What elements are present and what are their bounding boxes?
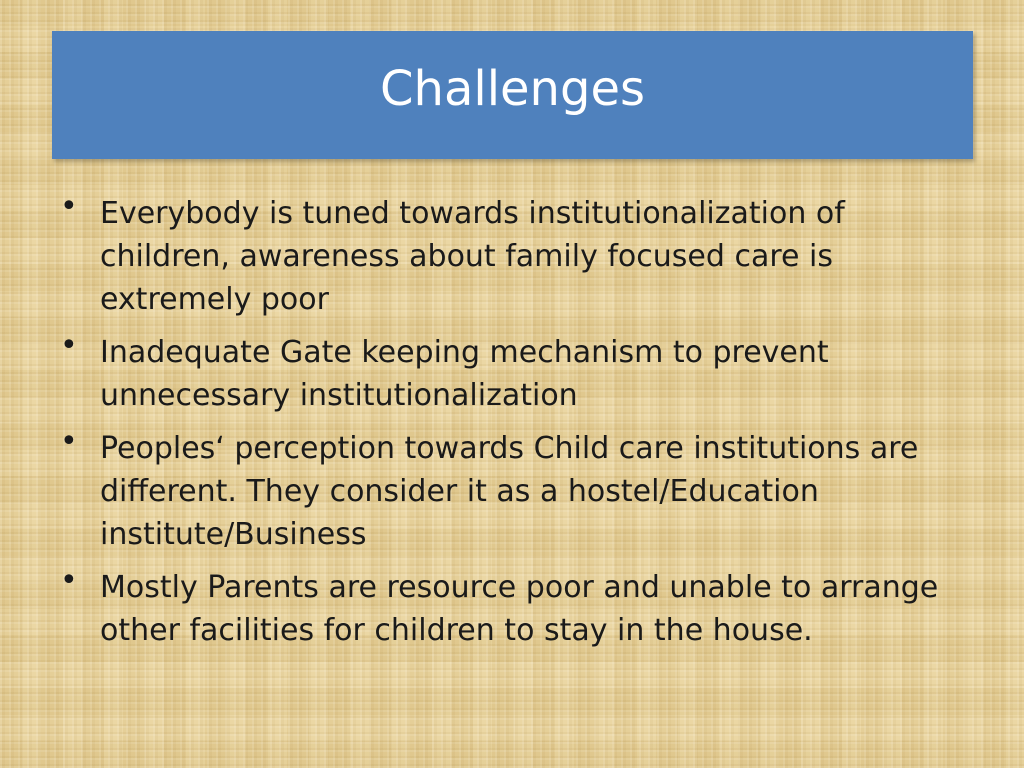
bullet-icon: • — [60, 189, 78, 224]
bullet-icon: • — [60, 424, 78, 459]
bullet-text: Everybody is tuned towards institutionalization of children, awareness about family focused care is extremely poor — [100, 196, 845, 317]
bullet-text: Mostly Parents are resource poor and unable to arrange other facilities for children to stay in the house. — [100, 570, 939, 648]
slide-title: Challenges — [380, 61, 645, 117]
bullet-icon: • — [60, 328, 78, 363]
bullet-item — [60, 189, 960, 321]
bullet-text: Peoples‘ perception towards Child care institutions are different. They consider it as a hostel/Education institute/Business — [100, 431, 919, 552]
bullet-item — [60, 424, 960, 556]
title-bar — [52, 31, 973, 159]
bullet-item — [60, 563, 960, 652]
bullet-item — [60, 328, 960, 417]
bullet-list — [60, 189, 960, 662]
bullet-text: Inadequate Gate keeping mechanism to prevent unnecessary institutionalization — [100, 335, 829, 413]
bullet-icon: • — [60, 563, 78, 598]
